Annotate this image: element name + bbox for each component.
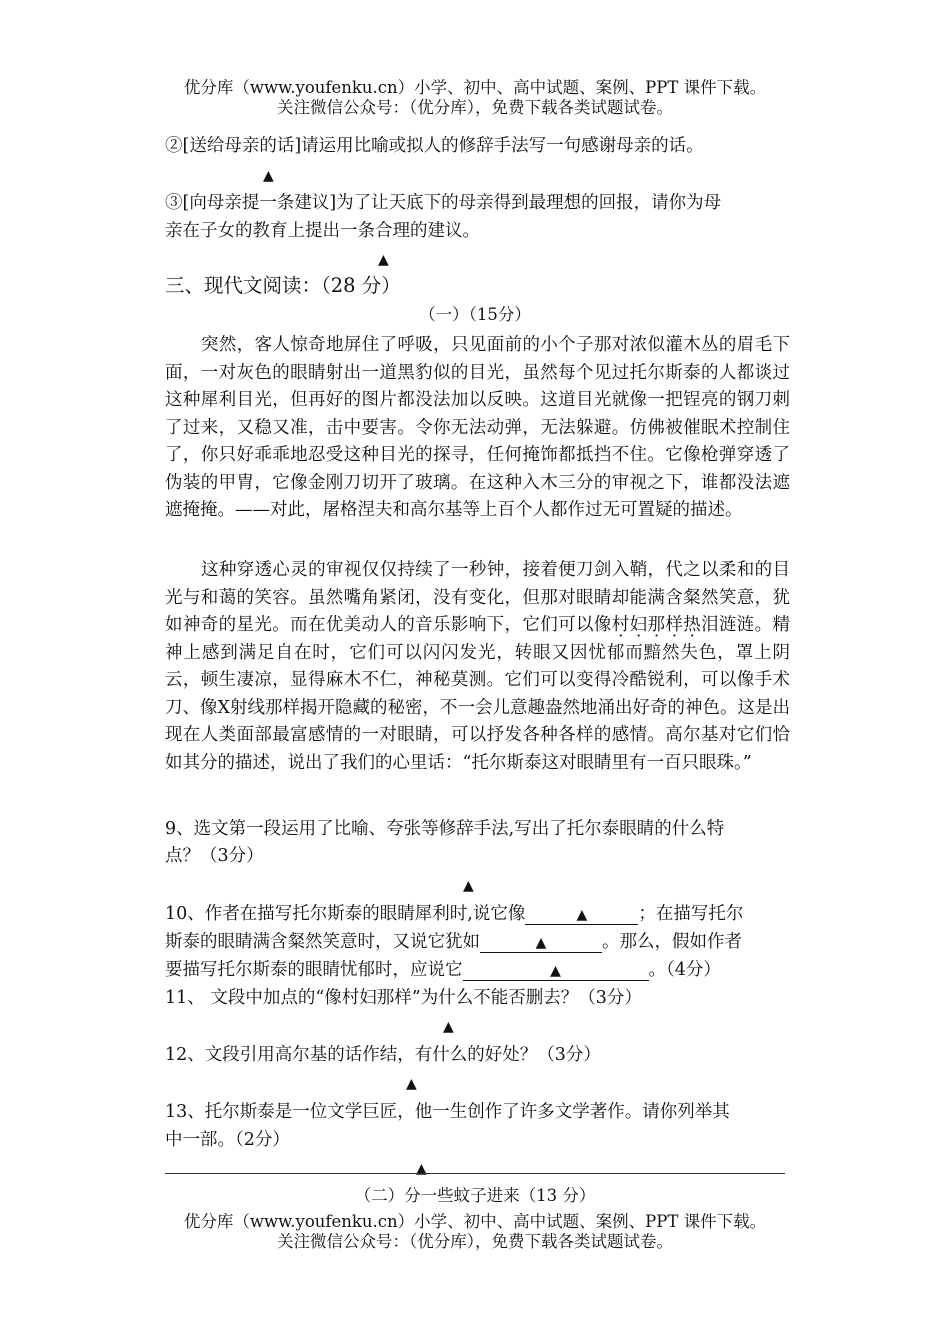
question-10-line-2: 斯泰的眼睛满含粲然笑意时，又说它犹如 ▲ 。那么，假如作者	[165, 932, 742, 952]
section-3-title: 三、现代文阅读：（28 分）	[165, 274, 401, 297]
dotted-phrase	[594, 615, 683, 635]
question-13-line-2: 中一部。（2分）	[165, 1130, 290, 1150]
answer-marker: ▲	[416, 1161, 427, 1177]
answer-marker: ▲	[378, 252, 389, 268]
passage-paragraph-2: 这种穿透心灵的审视仅仅持续了一秒钟，接着便刀剑入鞘，代之以柔和的目光与和蔼的笑容。虽然嘴角紧闭，没有变化，但那对眼睛却能满含粲然笑意，犹如神奇的星光。而在优美动人的音乐影响下，它们可以像村妇那样热泪涟涟。精神上感到满足自在时，它们可以闪闪发光，转眼又因忧郁而黯然失色，罩上阴云，顿生凄凉，显得麻木不仁，神秘莫测。它们可以变得冷酷锐利，可以像手术刀、像X射线那样揭开隐藏的秘密，不一会儿意趣盎然地涌出好奇的神色。这是出现在人类面部最富感情的一对眼睛，可以抒发各种各样的感情。高尔基对它们恰如其分的描述，说出了我们的心里话：“托尔斯泰这对眼睛里有一百只眼珠。”	[165, 560, 791, 773]
question-9-line-2: 点？（3分）	[165, 846, 264, 866]
answer-marker: ▲	[263, 168, 274, 184]
answer-marker: ▲	[443, 1019, 454, 1035]
footer-line-2: 关注微信公众号：（优分库），免费下载各类试题试卷。	[277, 1232, 673, 1251]
item-3-line-1: ③[向母亲提一条建议]为了让天底下的母亲得到最理想的回报，请你为母	[165, 193, 722, 213]
emphasis-char: 像	[593, 615, 612, 635]
answer-blank-2[interactable]: ▲	[480, 934, 602, 953]
emphasis-char: 那	[647, 615, 666, 635]
divider-line	[165, 1173, 785, 1174]
answer-marker: ▲	[406, 1076, 417, 1092]
emphasis-char: 妇	[629, 615, 648, 635]
answer-marker: ▲	[463, 878, 474, 894]
footer-line-1: 优分库（www.youfenku.cn）小学、初中、高中试题、案例、PPT 课件下载。	[183, 1212, 767, 1231]
emphasis-char: 村	[611, 615, 630, 635]
header-line-1: 优分库（www.youfenku.cn）小学、初中、高中试题、案例、PPT 课件下载。	[183, 78, 767, 97]
item-2-text: ②[送给母亲的话]请运用比喻或拟人的修辞手法写一句感谢母亲的话。	[165, 136, 704, 156]
answer-blank-3[interactable]: ▲	[463, 962, 649, 981]
part-2-title: （二）分一些蚊子进来（13 分）	[354, 1186, 596, 1205]
question-11: 11、 文段中加点的“像村妇那样”为什么不能否删去？（3分）	[165, 988, 642, 1008]
emphasis-char: 样	[665, 615, 684, 635]
header-line-2: 关注微信公众号：（优分库），免费下载各类试题试卷。	[277, 98, 673, 117]
question-9-line-1: 9、选文第一段运用了比喻、夸张等修辞手法,写出了托尔泰眼睛的什么特	[165, 819, 725, 839]
question-12: 12、文段引用高尔基的话作结，有什么的好处？（3分）	[165, 1045, 601, 1065]
passage-paragraph-1: 突然，客人惊奇地屏住了呼吸，只见面前的小个子那对浓似灌木丛的眉毛下面，一对灰色的眼睛射出一道黑豹似的目光，虽然每个见过托尔斯泰的人都谈过这种犀利目光，但再好的图片都没法加以反映。这道目光就像一把锃亮的钢刀刺了过来，又稳又准，击中要害。令你无法动弹，无法躲避。仿佛被催眠术控制住了，你只好乖乖地忍受这种目光的探寻，任何掩饰都抵挡不住。它像枪弹穿透了伪装的甲胄，它像金刚刀切开了玻璃。在这种入木三分的审视之下，谁都没法遮遮掩掩。——对此，屠格涅夫和高尔基等上百个人都作过无可置疑的描述。	[165, 335, 790, 520]
item-3-line-2: 亲在子女的教育上提出一条合理的建议。	[165, 221, 480, 241]
question-10-line-3: 要描写托尔斯泰的眼睛忧郁时，应说它 ▲ 。（4分）	[165, 960, 721, 980]
question-10-line-1: 10、作者在描写托尔斯泰的眼睛犀利时,说它像 ▲ ；在描写托尔	[165, 904, 744, 924]
question-13-line-1: 13、托尔斯泰是一位文学巨匠，他一生创作了许多文学著作。请你列举其	[165, 1102, 730, 1122]
answer-blank-1[interactable]: ▲	[525, 906, 638, 925]
part-1-title: （一）（15分）	[419, 305, 531, 324]
